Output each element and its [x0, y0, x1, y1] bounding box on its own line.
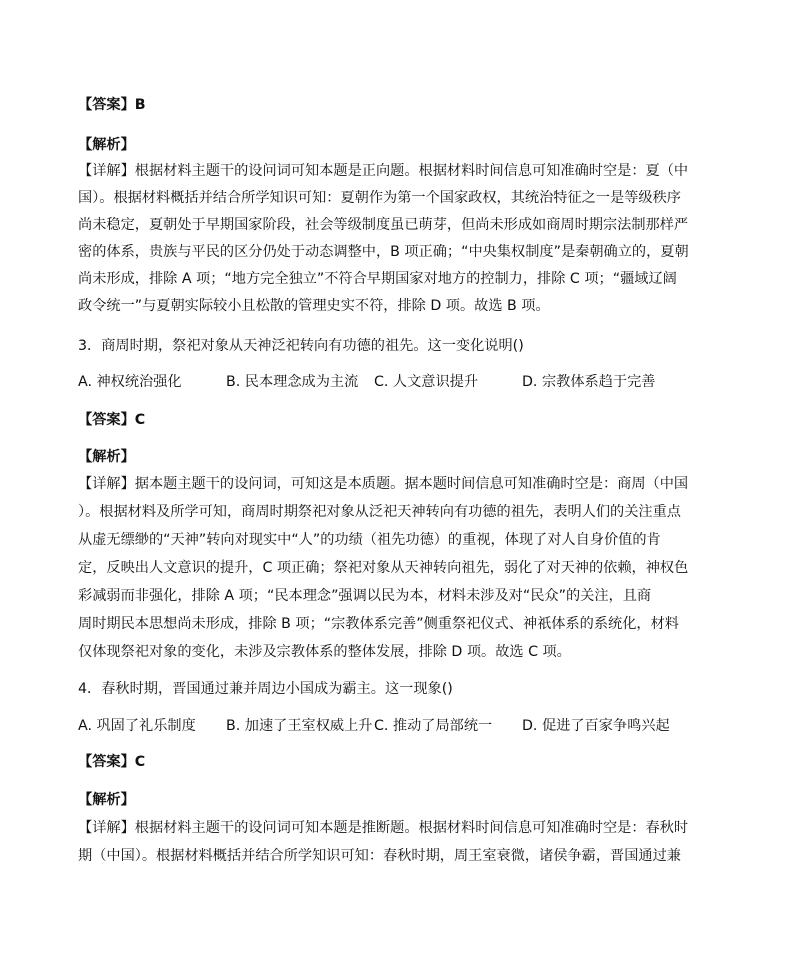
q4-option-c: C. 推动了局部统一 — [374, 718, 493, 734]
q3-option-a: A. 神权统治强化 — [78, 374, 182, 390]
q3-detail-line: 彩减弱而非强化，排除 A 项；“民本理念”强调以民为本，材料未涉及对“民众”的关注，且商 — [78, 588, 652, 604]
q2-answer — [78, 95, 146, 115]
answer-label: 【答案】 — [78, 97, 135, 113]
q3-detail-line: 【详解】据本题主题干的设问词，可知这是本质题。据本题时间信息可知准确时空是：商周（中国 — [78, 476, 689, 492]
q2-detail-line: 【详解】根据材料主题干的设问词可知本题是正向题。根据材料时间信息可知准确时空是：夏（中 — [78, 163, 689, 179]
answer-value: B — [134, 97, 146, 113]
q4-detail-line: 期（中国）。根据材料概括并结合所学知识可知：春秋时期，周王室衰微，诸侯争霸，晋国通过兼 — [78, 848, 681, 864]
q4-option-d: D. 促进了百家争鸣兴起 — [522, 718, 670, 734]
q3-option-d: D. 宗教体系趋于完善 — [522, 374, 656, 390]
q2-detail-line: 尚未稳定，夏朝处于早期国家阶段，社会等级制度虽已萌芽，但尚未形成如商周时期宗法制那样严 — [78, 217, 689, 233]
q3-analysis-label: 【解析】 — [78, 449, 135, 465]
q4-stem: 4．春秋时期，晋国通过兼并周边小国成为霸主。这一现象() — [78, 681, 453, 697]
answer-label: 【答案】 — [78, 412, 135, 428]
q4-detail-line: 【详解】根据材料主题干的设问词可知本题是推断题。根据材料时间信息可知准确时空是：春秋时 — [78, 820, 689, 836]
answer-label: 【答案】 — [78, 754, 135, 770]
q3-stem: 3．商周时期，祭祀对象从天神泛祀转向有功德的祖先。这一变化说明() — [78, 338, 524, 354]
q4-option-a: A. 巩固了礼乐制度 — [78, 718, 196, 734]
q3-detail-line: ）。根据材料及所学可知，商周时期祭祀对象从泛祀天神转向有功德的祖先，表明人们的关注重点 — [78, 504, 681, 520]
q3-option-b: B. 民本理念成为主流 — [226, 374, 359, 390]
q2-detail-line: 尚未形成，排除 A 项；“地方完全独立”不符合早期国家对地方的控制力，排除 C 项；“疆域辽阔 — [78, 271, 677, 287]
q2-analysis-label: 【解析】 — [78, 137, 135, 153]
q3-detail-line: 仅体现祭祀对象的变化，未涉及宗教体系的整体发展，排除 D 项。故选 C 项。 — [78, 644, 571, 660]
q3-detail-line: 定，反映出人文意识的提升，C 项正确；祭祀对象从天神转向祖先，弱化了对天神的依赖，神权色 — [78, 560, 689, 576]
q4-answer — [78, 752, 145, 772]
q3-detail-line: 周时期民本思想尚未形成，排除 B 项；“宗教体系完善”侧重祭祀仪式、神祇体系的系统化，材料 — [78, 616, 679, 632]
q3-detail-line: 从虚无缥缈的“天神”转向对现实中“人”的功绩（祖先功德）的重视，体现了对人自身价值的肯 — [78, 532, 661, 548]
answer-value: C — [134, 412, 146, 428]
q2-detail-line: 政令统一”与夏朝实际较小且松散的管理史实不符，排除 D 项。故选 B 项。 — [78, 298, 550, 314]
q4-option-b: B. 加速了王室权威上升 — [226, 718, 373, 734]
q2-detail-line: 国）。根据材料概括并结合所学知识可知：夏朝作为第一个国家政权，其统治特征之一是等级秩序 — [78, 190, 681, 206]
q2-detail-line: 密的体系，贵族与平民的区分仍处于动态调整中，B 项正确；“中央集权制度”是秦朝确立的，夏朝 — [78, 244, 689, 260]
q3-option-c: C. 人文意识提升 — [374, 374, 479, 390]
answer-value: C — [134, 754, 146, 770]
q3-answer — [78, 410, 145, 430]
q4-analysis-label: 【解析】 — [78, 792, 135, 808]
